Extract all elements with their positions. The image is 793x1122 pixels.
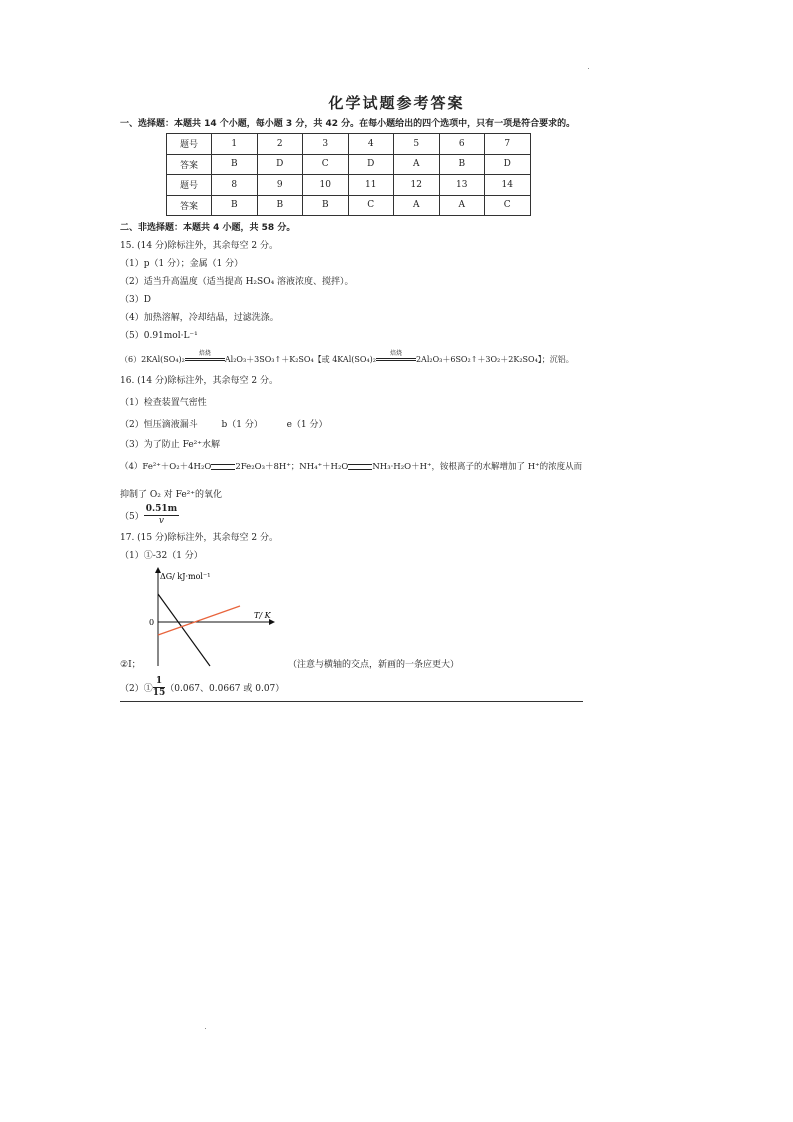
q16-answer-2-part-1: （2）恒压滴液漏斗 xyxy=(120,420,198,430)
table-cell: C xyxy=(485,195,531,216)
table-cell: 10 xyxy=(303,175,349,196)
q15-answer-6-middle: Al₂O₃＋3SO₃↑＋K₂SO₄【或 4KAl(SO₄)₂ xyxy=(224,355,376,364)
q16-heading: 16. (14 分)除标注外，其余每空 2 分。 xyxy=(120,376,278,386)
line-black xyxy=(158,594,210,666)
table-cell: D xyxy=(348,154,394,175)
q16-answer-4-continued: 抑制了 O₂ 对 Fe²⁺的氧化 xyxy=(120,490,223,500)
q16-answer-4-part-2: 2Fe₂O₃＋8H⁺；NH₄⁺＋H₂O xyxy=(235,462,349,472)
table-cell: 5 xyxy=(394,134,440,155)
q16-answer-3: （3）为了防止 Fe²⁺水解 xyxy=(120,440,221,450)
q17-heading: 17. (15 分)除标注外，其余每空 2 分。 xyxy=(120,533,278,543)
table-row xyxy=(167,134,531,155)
table-cell: B xyxy=(439,154,485,175)
delta-g-graph xyxy=(140,562,280,670)
section-2-heading: 二、非选择题：本题共 4 小题，共 58 分。 xyxy=(120,223,296,233)
table-cell: A xyxy=(394,195,440,216)
q16-answer-4-part-1: （4）Fe²⁺＋O₂＋4H₂O xyxy=(120,462,212,472)
q15-answer-4: （4）加热溶解，冷却结晶，过滤洗涤。 xyxy=(120,313,279,323)
equilibrium-arrow xyxy=(211,464,235,470)
table-cell: 1 xyxy=(212,134,258,155)
q15-answer-1: （1）p（1 分）；金属（1 分） xyxy=(120,259,244,269)
reaction-condition: 焙烧 xyxy=(198,350,211,357)
fraction xyxy=(153,676,166,699)
table-cell: D xyxy=(485,154,531,175)
table-cell: D xyxy=(257,154,303,175)
table-cell: 13 xyxy=(439,175,485,196)
table-cell: 2 xyxy=(257,134,303,155)
q16-answer-5-label: （5） xyxy=(120,512,144,522)
q16-answer-1: （1）检查装置气密性 xyxy=(120,398,207,408)
table-cell: A xyxy=(439,195,485,216)
q15-answer-6-start: （6）2KAl(SO₄)₂ xyxy=(120,355,185,364)
q15-answer-3: （3）D xyxy=(120,295,151,305)
q16-answer-4 xyxy=(120,460,582,472)
reaction-condition: 焙烧 xyxy=(389,350,402,357)
fraction-numerator: 0.51m xyxy=(145,504,178,514)
table-cell: 9 xyxy=(257,175,303,196)
table-row xyxy=(167,195,531,216)
page-title: 化学试题参考答案 xyxy=(328,94,465,112)
q16-answer-2 xyxy=(120,417,328,430)
q17-answer-2-label: （2）① xyxy=(120,684,153,694)
table-cell: 4 xyxy=(348,134,394,155)
fraction xyxy=(144,504,179,527)
table-cell: B xyxy=(303,195,349,216)
table-cell: 14 xyxy=(485,175,531,196)
q17-answer-1-part-2: ②Ⅰ； xyxy=(120,660,141,670)
table-cell: 3 xyxy=(303,134,349,155)
fraction-denominator: v xyxy=(158,516,164,526)
answer-table xyxy=(166,133,531,216)
table-cell: B xyxy=(212,154,258,175)
table-row xyxy=(167,154,531,175)
q15-answer-5: （5）0.91mol·L⁻¹ xyxy=(120,331,198,341)
row-label-answer: 答案 xyxy=(167,195,212,216)
q16-answer-4-part-3: NH₃·H₂O＋H⁺，铵根离子的水解增加了 H⁺的浓度从而 xyxy=(372,462,583,472)
q16-answer-2-part-3: e（1 分） xyxy=(286,420,328,430)
fraction-denominator: 15 xyxy=(152,688,166,698)
q16-answer-2-part-2: b（1 分） xyxy=(221,420,263,430)
table-cell: 6 xyxy=(439,134,485,155)
row-label-question: 题号 xyxy=(167,175,212,196)
table-cell: A xyxy=(394,154,440,175)
reaction-arrow xyxy=(376,350,416,361)
table-cell: 11 xyxy=(348,175,394,196)
fraction-numerator: 1 xyxy=(153,676,166,688)
y-axis-label: ΔG/ kJ·mol⁻¹ xyxy=(160,572,211,581)
scan-speck xyxy=(588,68,589,69)
scan-speck xyxy=(205,1028,206,1029)
section-1-heading: 一、选择题：本题共 14 个小题，每小题 3 分，共 42 分。在每小题给出的四个选项中，只有一项是符合要求的。 xyxy=(120,119,576,129)
x-axis-label: T/ K xyxy=(254,611,271,620)
q17-answer-1: （1）①-32（1 分） xyxy=(120,551,203,561)
origin-label: 0 xyxy=(149,618,155,627)
bottom-rule xyxy=(120,701,583,702)
row-label-answer: 答案 xyxy=(167,154,212,175)
q15-answer-2: （2）适当升高温度（适当提高 H₂SO₄ 溶液浓度、搅拌）。 xyxy=(120,277,354,287)
reaction-arrow xyxy=(185,350,225,361)
equilibrium-arrow xyxy=(348,464,372,470)
table-cell: 7 xyxy=(485,134,531,155)
table-cell: C xyxy=(348,195,394,216)
table-cell: 8 xyxy=(212,175,258,196)
table-row xyxy=(167,175,531,196)
row-label-question: 题号 xyxy=(167,134,212,155)
q16-answer-5 xyxy=(120,504,179,527)
q17-answer-2 xyxy=(120,676,284,699)
q15-answer-6 xyxy=(120,350,574,365)
q17-answer-2-alternatives: （0.067、0.0667 或 0.07） xyxy=(165,684,285,694)
q17-note: （注意与横轴的交点，新画的一条应更大） xyxy=(288,660,460,670)
q15-heading: 15. (14 分)除标注外，其余每空 2 分。 xyxy=(120,241,278,251)
table-cell: 12 xyxy=(394,175,440,196)
table-cell: B xyxy=(212,195,258,216)
q15-answer-6-end: 2Al₂O₃＋6SO₂↑＋3O₂＋2K₂SO₄】；沉铝。 xyxy=(415,355,574,364)
table-cell: C xyxy=(303,154,349,175)
table-cell: B xyxy=(257,195,303,216)
